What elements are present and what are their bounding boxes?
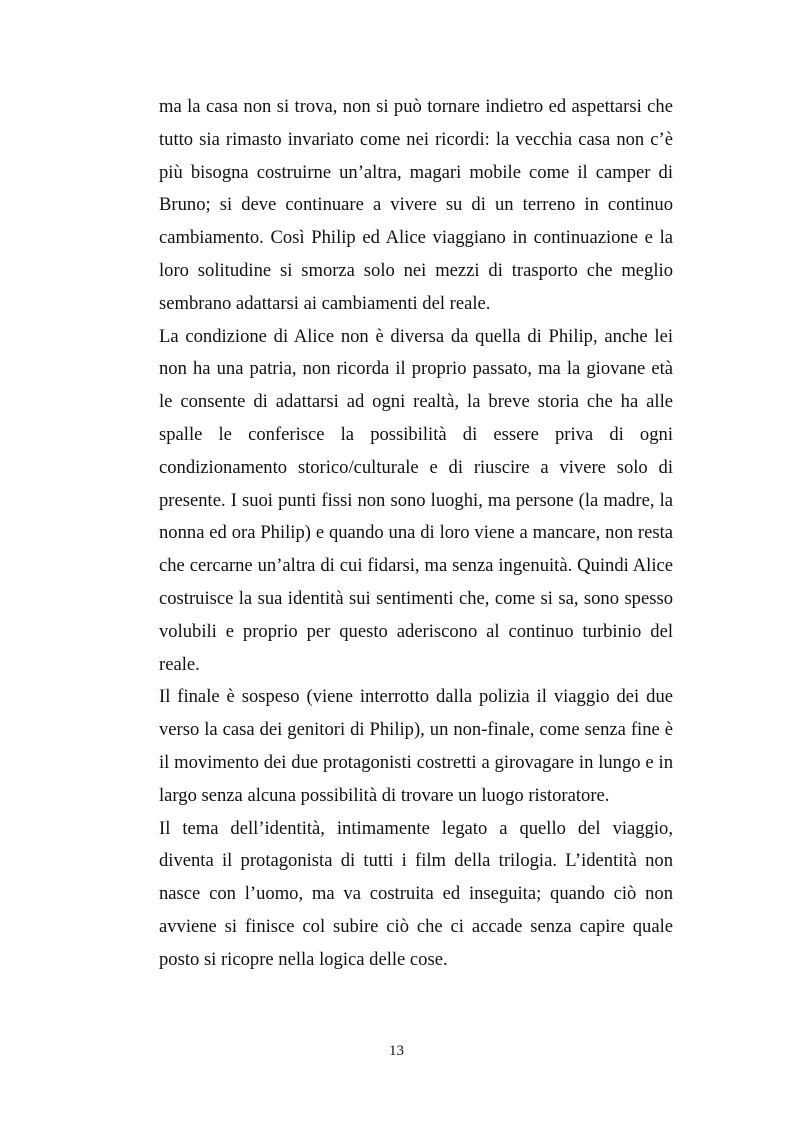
paragraph-1: ma la casa non si trova, non si può tornare indietro ed aspettarsi che tutto sia rimasto invariato come nei ricordi: la vecchia casa non c’è più bisogna costruirne un’altra, magari mobile come il camper di Bruno; si deve continuare a vivere su di un terreno in continuo cambiamento. Così Philip ed Alice viaggiano in continuazione e la loro solitudine si smorza solo nei mezzi di trasporto che meglio sembrano adattarsi ai cambiamenti del reale. bbox=[159, 96, 673, 314]
paragraph-4: Il tema dell’identità, intimamente legato a quello del viaggio, diventa il protagonista di tutti i film della trilogia. L’identità non nasce con l’uomo, ma va costruita ed inseguita; quando ciò non avviene si finisce col subire ciò che ci accade senza capire quale posto si ricopre nella logica delle cose. bbox=[159, 817, 673, 970]
page-number: 13 bbox=[389, 1043, 404, 1059]
paragraph-2: La condizione di Alice non è diversa da quella di Philip, anche lei non ha una patria, non ricorda il proprio passato, ma la giovane età le consente di adattarsi ad ogni realtà, la breve storia che ha alle spalle le conferisce la possibilità di essere priva di ogni condizionamento storico/culturale e di riuscire a vivere solo di presente. I suoi punti fissi non sono luoghi, ma persone (la madre, la nonna ed ora Philip) e quando una di loro viene a mancare, non resta che cercarne un’altra di cui fidarsi, ma senza ingenuità. Quindi Alice costruisce la sua identità sui sentimenti che, come si sa, sono spesso volubili e proprio per questo aderiscono al continuo turbinio del reale. bbox=[159, 325, 673, 675]
body-text bbox=[159, 91, 673, 977]
paragraph-3: Il finale è sospeso (viene interrotto dalla polizia il viaggio dei due verso la casa dei genitori di Philip), un non-finale, come senza fine è il movimento dei due protagonisti costretti a girovagare in lungo e in largo senza alcuna possibilità di trovare un luogo ristoratore. bbox=[159, 686, 673, 806]
